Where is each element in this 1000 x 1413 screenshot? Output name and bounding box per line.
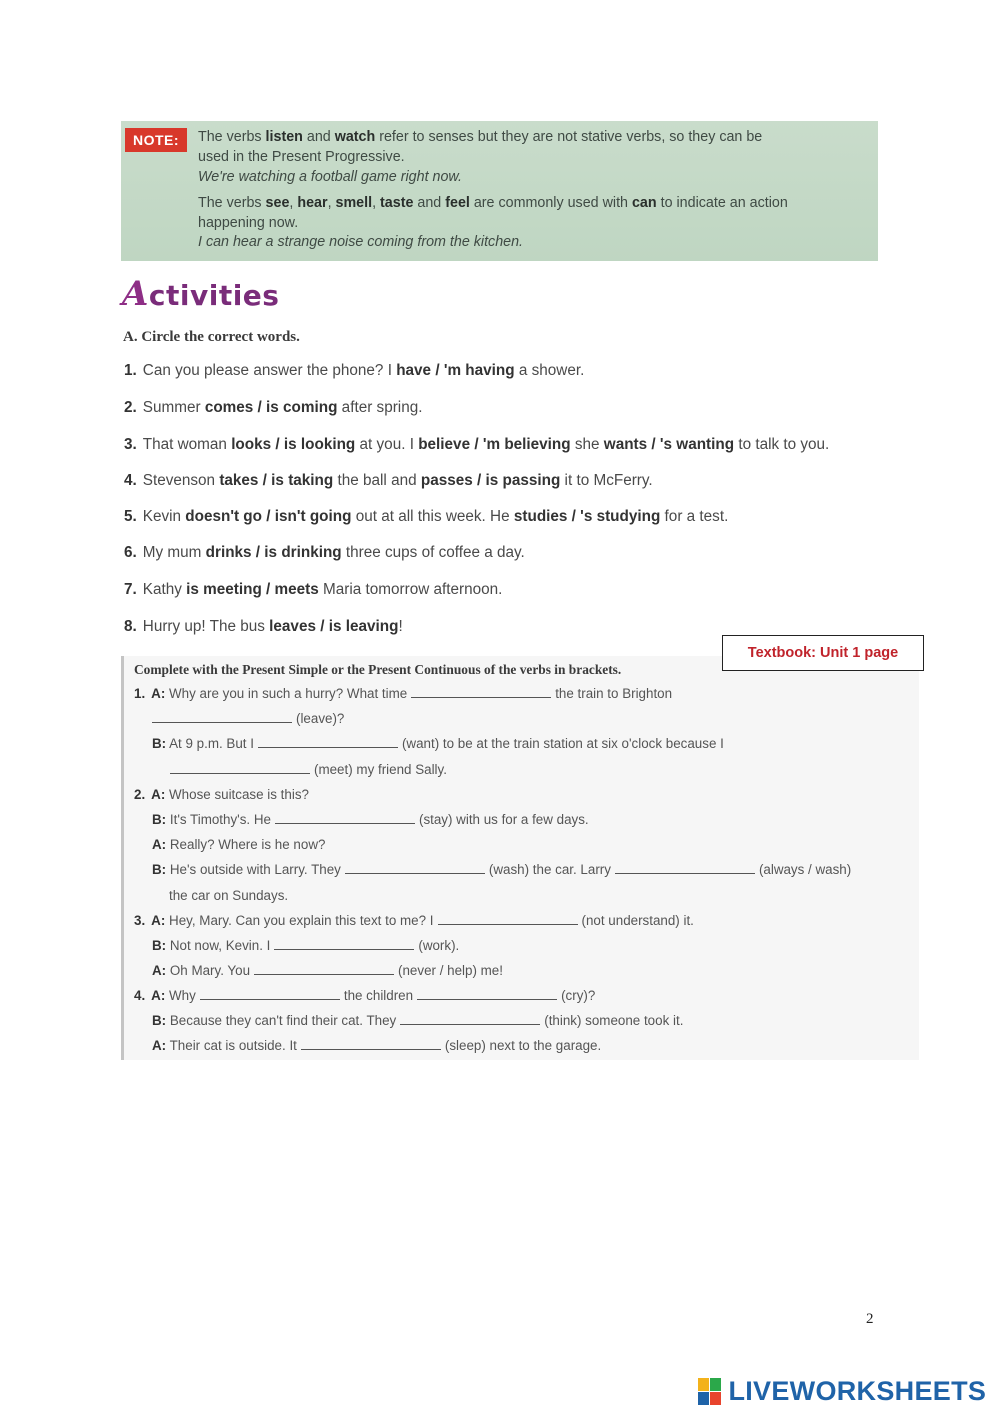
note-paragraph-2-line-2: happening now. bbox=[198, 215, 299, 231]
answer-blank[interactable] bbox=[200, 989, 340, 1000]
dialogue-line: B: At 9 p.m. But I (want) to be at the train station at six o'clock because I bbox=[152, 736, 724, 751]
liveworksheets-icon bbox=[698, 1378, 722, 1406]
liveworksheets-wordmark: LIVEWORKSHEETS bbox=[728, 1376, 987, 1406]
answer-blank[interactable] bbox=[254, 964, 394, 975]
answer-blank[interactable] bbox=[400, 1014, 540, 1025]
exercise-a-item: 4. Stevenson takes / is taking the ball and passes / is passing it to McFerry. bbox=[124, 472, 653, 489]
dialogue-line: A: Oh Mary. You (never / help) me! bbox=[152, 963, 503, 978]
answer-blank[interactable] bbox=[417, 989, 557, 1000]
dialogue-line: B: Because they can't find their cat. They (think) someone took it. bbox=[152, 1013, 684, 1028]
answer-blank[interactable] bbox=[411, 687, 551, 698]
dialogue-line: (meet) my friend Sally. bbox=[166, 762, 447, 777]
section-b-bar bbox=[121, 656, 124, 1060]
dialogue-line: 3. A: Hey, Mary. Can you explain this text to me? I (not understand) it. bbox=[134, 913, 694, 928]
note-paragraph-1-line-1: The verbs listen and watch refer to senses but they are not stative verbs, so they can be bbox=[198, 129, 763, 145]
answer-blank[interactable] bbox=[258, 737, 398, 748]
dialogue-line: B: He's outside with Larry. They (wash) the car. Larry (always / wash) bbox=[152, 862, 852, 877]
activities-title: Activities bbox=[122, 274, 280, 314]
liveworksheets-logo bbox=[698, 1376, 986, 1410]
section-a-heading: A. Circle the correct words. bbox=[123, 329, 300, 345]
dialogue-line: 4. A: Why the children (cry)? bbox=[134, 988, 596, 1003]
answer-blank[interactable] bbox=[615, 863, 755, 874]
page-number: 2 bbox=[866, 1311, 874, 1327]
dialogue-line: A: Really? Where is he now? bbox=[152, 837, 326, 852]
dialogue-line: 1. A: Why are you in such a hurry? What time the train to Brighton bbox=[134, 686, 673, 701]
exercise-a-item: 3. That woman looks / is looking at you. I believe / 'm believing she wants / 's wanting to talk to you. bbox=[124, 436, 830, 453]
dialogue-line: (leave)? bbox=[148, 711, 344, 726]
dialogue-line: the car on Sundays. bbox=[169, 888, 289, 903]
answer-blank[interactable] bbox=[345, 863, 485, 874]
answer-blank[interactable] bbox=[170, 763, 310, 774]
exercise-a-item: 8. Hurry up! The bus leaves / is leaving! bbox=[124, 618, 403, 635]
dialogue-line: 2. A: Whose suitcase is this? bbox=[134, 787, 309, 802]
answer-blank[interactable] bbox=[152, 712, 292, 723]
section-b-heading: Complete with the Present Simple or the Present Continuous of the verbs in brackets. bbox=[134, 662, 622, 677]
note-paragraph-1-line-2: used in the Present Progressive. bbox=[198, 149, 405, 165]
answer-blank[interactable] bbox=[301, 1039, 441, 1050]
exercise-a-item: 5. Kevin doesn't go / isn't going out at all this week. He studies / 's studying for a test. bbox=[124, 508, 729, 525]
exercise-a-item: 2. Summer comes / is coming after spring. bbox=[124, 399, 423, 416]
exercise-a-item: 7. Kathy is meeting / meets Maria tomorrow afternoon. bbox=[124, 581, 503, 598]
textbook-label: Textbook: Unit 1 page bbox=[722, 635, 924, 671]
exercise-a-item: 1. Can you please answer the phone? I have / 'm having a shower. bbox=[124, 362, 585, 379]
exercise-a-item: 6. My mum drinks / is drinking three cups of coffee a day. bbox=[124, 544, 525, 561]
note-label: NOTE: bbox=[125, 128, 187, 152]
answer-blank[interactable] bbox=[275, 813, 415, 824]
dialogue-line: A: Their cat is outside. It (sleep) next to the garage. bbox=[152, 1038, 602, 1053]
answer-blank[interactable] bbox=[274, 939, 414, 950]
note-example-2: I can hear a strange noise coming from the kitchen. bbox=[198, 234, 524, 250]
answer-blank[interactable] bbox=[438, 914, 578, 925]
dialogue-line: B: Not now, Kevin. I (work). bbox=[152, 938, 460, 953]
note-paragraph-2-line-1: The verbs see, hear, smell, taste and feel are commonly used with can to indicate an action bbox=[198, 195, 788, 211]
note-example-1: We're watching a football game right now. bbox=[198, 169, 462, 185]
dialogue-line: B: It's Timothy's. He (stay) with us for a few days. bbox=[152, 812, 589, 827]
